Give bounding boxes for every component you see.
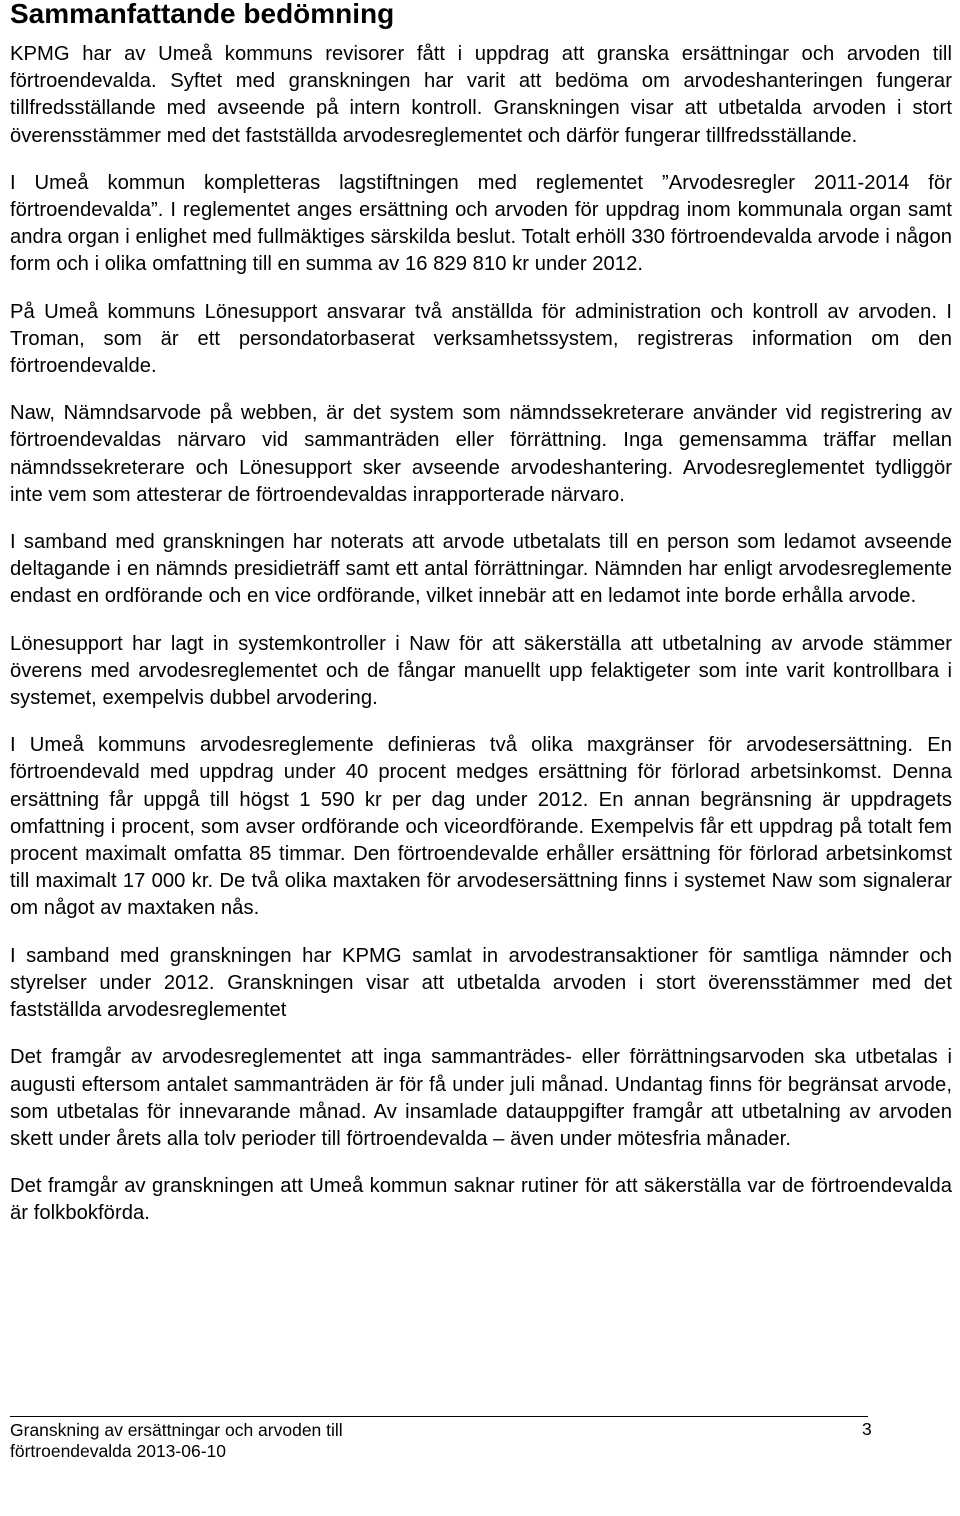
section-heading: Sammanfattande bedömning bbox=[10, 0, 395, 29]
footer-line-2: förtroendevalda 2013-06-10 bbox=[10, 1441, 226, 1461]
paragraph: På Umeå kommuns Lönesupport ansvarar två anställda för administration och kontroll av arvoden. I Troman, som är ett persondatorbaserat verksamhetssystem, registreras information om den förtroendevalde. bbox=[10, 300, 952, 378]
paragraph: I Umeå kommun kompletteras lagstiftningen med reglementet ”Arvodesregler 2011-2014 för förtroendevalda”. I reglementet anges ersättning och arvoden för uppdrag inom kommunala organ samt andra organ i enlighet med fullmäktiges särskilda beslut. Totalt erhöll 330 förtroendevalda arvode i någon form och i olika omfattning till en summa av 16 829 810 kr under 2012. bbox=[10, 171, 952, 276]
paragraph: I samband med granskningen har KPMG samlat in arvodestransaktioner för samtliga nämnder och styrelser under 2012. Granskningen visar att utbetalda arvoden i stort överensstämmer med det fastställda arvodesreglementet bbox=[10, 944, 952, 1022]
paragraph: I samband med granskningen har noterats att arvode utbetalats till en person som ledamot avseende deltagande i en nämnds presidieträff samt ett antal förrättningar. Nämnden har enligt arvodesreglemente endast en ordförande och en vice ordförande, vilket innebär att en ledamot inte borde erhålla arvode. bbox=[10, 531, 952, 608]
paragraph: I Umeå kommuns arvodesreglemente definieras två olika maxgränser för arvodesersättning. En förtroendevald med uppdrag under 40 procent medges ersättning för förlorad arbetsinkomst. Denna ersättning får uppgå till högst 1 590 kr per dag under 2012. En annan begränsning är uppdragets omfattning i procent, som avser ordförande och viceordförande. Exempelvis får ett uppdrag på totalt fem procent maximalt omfatta 85 timmar. Den förtroendevalde erhåller ersättning för förlorad arbetsinkomst till maximalt 17 000 kr. De två olika maxtaken för arvodesersättning finns i systemet Naw som signalerar om något av maxtaken nås. bbox=[10, 734, 952, 920]
page-footer bbox=[10, 1416, 870, 1476]
footer-line-1: Granskning av ersättningar och arvoden till bbox=[10, 1420, 343, 1440]
footer-divider bbox=[10, 1416, 868, 1417]
paragraph: Det framgår av arvodesreglementet att inga sammanträdes- eller förrättningsarvoden ska utbetalas i augusti eftersom antalet sammanträden är för få under juli månad. Undantag finns för begränsat arvode, som utbetalas för innevarande månad. Av insamlade datauppgifter framgår att utbetalning av arvoden skett under årets alla tolv perioder till förtroendevalda – även under mötesfria månader. bbox=[10, 1046, 952, 1150]
paragraph: Lönesupport har lagt in systemkontroller i Naw för att säkerställa att utbetalning av arvode stämmer överens med arvodesreglementet och de fångar manuellt upp felaktigeter som inte varit kontrollbara i systemet, exempelvis dubbel arvodering. bbox=[10, 632, 952, 710]
paragraph: KPMG har av Umeå kommuns revisorer fått i uppdrag att granska ersättningar och arvoden till förtroendevalda. Syftet med granskningen har varit att bedöma om arvodeshanteringen fungerar tillfredsställande med avseende på intern kontroll. Granskningen visar att utbetalda arvoden i stort överensstämmer med det fastställda arvodesreglementet och därför fungerar tillfredsställande. bbox=[10, 43, 952, 147]
body-text bbox=[10, 41, 952, 1248]
paragraph: Det framgår av granskningen att Umeå kommun saknar rutiner för att säkerställa var de förtroendevalda är folkbokförda. bbox=[10, 1175, 952, 1225]
paragraph: Naw, Nämndsarvode på webben, är det system som nämndssekreterare använder vid registrering av förtroendevaldas närvaro vid sammanträden eller förrättning. Inga gemensamma träffar mellan nämndssekreterare och Lönesupport sker avseende arvodeshantering. Arvodesreglementet tydliggör inte vem som attesterar de förtroendevaldas inrapporterade närvaro. bbox=[10, 402, 952, 506]
footer-title bbox=[10, 1420, 430, 1462]
page-number: 3 bbox=[862, 1419, 872, 1439]
